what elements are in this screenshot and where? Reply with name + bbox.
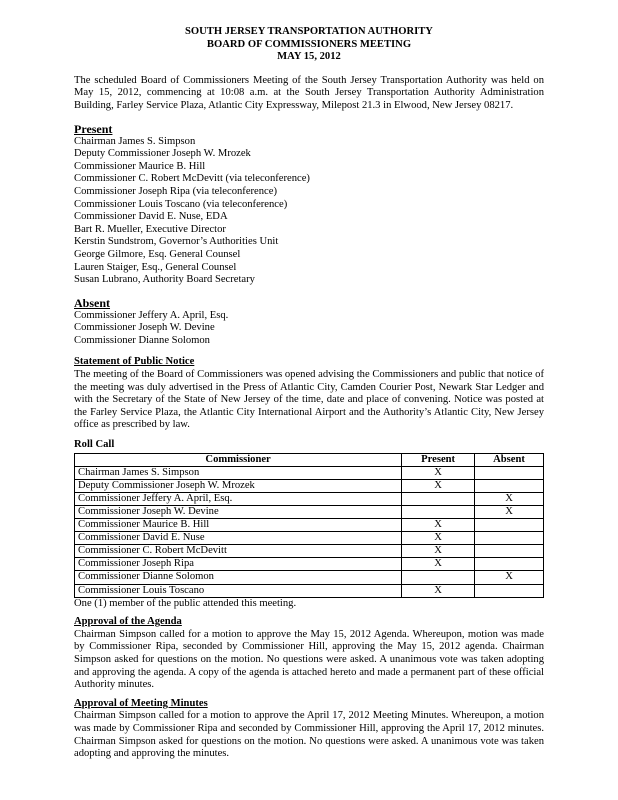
public-notice-heading: Statement of Public Notice	[74, 356, 195, 368]
absent-cell	[475, 479, 544, 492]
present-cell: X	[402, 584, 475, 597]
present-cell: X	[402, 519, 475, 532]
list-item: George Gilmore, Esq. General Counsel	[74, 248, 241, 260]
table-row	[75, 466, 544, 479]
list-item: Lauren Staiger, Esq., General Counsel	[74, 261, 237, 273]
present-heading: Present	[74, 121, 113, 136]
absent-cell	[475, 466, 544, 479]
commissioner-cell: Commissioner Jeffery A. April, Esq.	[75, 492, 402, 505]
present-cell	[402, 506, 475, 519]
absent-cell	[475, 532, 544, 545]
intro-paragraph: The scheduled Board of Commissioners Meeting of the South Jersey Transportation Authority was held on May 15, 2012, commencing at 10:08 a.m. at the South Jersey Transportation Authority Administration Building, Farley Service Plaza, Atlantic City Expressway, Milepost 21.3 in Elwood, New Jersey 08217.	[74, 74, 544, 111]
commissioner-cell: Chairman James S. Simpson	[75, 466, 402, 479]
commissioner-cell: Commissioner Louis Toscano	[75, 584, 402, 597]
minutes-text: Chairman Simpson called for a motion to approve the April 17, 2012 Meeting Minutes. Whereupon, a motion was made by Commissioner Ripa and seconded by Commissioner Hill, approving the April 17, 2012 minutes. Chairman Simpson asked for questions on the motion. No questions were asked. A unanimous vote was taken adopting and approving the minutes.	[74, 710, 544, 760]
absent-cell	[475, 584, 544, 597]
table-row	[75, 479, 544, 492]
list-item: Commissioner Dianne Solomon	[74, 334, 210, 346]
column-header-present: Present	[402, 453, 475, 466]
absent-cell	[475, 519, 544, 532]
absent-heading: Absent	[74, 295, 111, 310]
present-cell: X	[402, 479, 475, 492]
absent-cell	[475, 545, 544, 558]
list-item: Commissioner David E. Nuse, EDA	[74, 211, 228, 223]
commissioner-cell: Commissioner Maurice B. Hill	[75, 519, 402, 532]
present-list	[74, 136, 544, 287]
list-item: Commissioner Joseph Ripa (via teleconference)	[74, 185, 277, 197]
table-row	[75, 506, 544, 519]
table-row	[75, 545, 544, 558]
absent-cell: X	[475, 492, 544, 505]
commissioner-cell: Deputy Commissioner Joseph W. Mrozek	[75, 479, 402, 492]
present-cell	[402, 492, 475, 505]
meeting-date: MAY 15, 2012	[277, 51, 341, 63]
commissioner-cell: Commissioner Dianne Solomon	[75, 571, 402, 584]
minutes-heading: Approval of Meeting Minutes	[74, 697, 208, 709]
commissioner-cell: Commissioner Joseph Ripa	[75, 558, 402, 571]
table-row	[75, 571, 544, 584]
table-row	[75, 558, 544, 571]
table-row	[75, 584, 544, 597]
document-header	[74, 26, 544, 64]
list-item: Commissioner Joseph W. Devine	[74, 322, 215, 334]
public-attendance-note: One (1) member of the public attended this meeting.	[74, 597, 297, 609]
public-notice-text: The meeting of the Board of Commissioners was opened advising the Commissioners and public that notice of the meeting was duly advertised in the Press of Atlantic City, Camden Courier Post, Newark Star Ledger and with the Secretary of the State of New Jersey of the time, date and place of convening. Notice was posted at the Farley Service Plaza, the Atlantic City International Airport and the Authority’s Atlantic City, New Jersey office as prescribed by law.	[74, 369, 544, 431]
commissioner-cell: Commissioner C. Robert McDevitt	[75, 545, 402, 558]
absent-list	[74, 310, 544, 348]
absent-cell: X	[475, 571, 544, 584]
roll-call-table	[74, 453, 544, 598]
agenda-text: Chairman Simpson called for a motion to approve the May 15, 2012 Agenda. Whereupon, motion was made by Commissioner Ripa, seconded by Commissioner Hill, approving the May 15, 2012 agenda. Chairman Simpson asked for questions on the motion. No questions were asked. A unanimous vote was taken adopting and approving the agenda. A copy of the agenda is attached hereto and made a permanent part of these official Authority minutes.	[74, 628, 544, 691]
present-cell	[402, 571, 475, 584]
list-item: Bart R. Mueller, Executive Director	[74, 223, 226, 235]
table-row	[75, 519, 544, 532]
commissioner-cell: Commissioner David E. Nuse	[75, 532, 402, 545]
list-item: Commissioner Jeffery A. April, Esq.	[74, 309, 229, 321]
present-cell: X	[402, 558, 475, 571]
present-cell: X	[402, 545, 475, 558]
present-cell: X	[402, 466, 475, 479]
column-header-commissioner: Commissioner	[75, 453, 402, 466]
column-header-absent: Absent	[475, 453, 544, 466]
present-cell: X	[402, 532, 475, 545]
agenda-heading: Approval of the Agenda	[74, 616, 182, 628]
list-item: Susan Lubrano, Authority Board Secretary	[74, 274, 255, 286]
absent-cell	[475, 558, 544, 571]
roll-call-heading: Roll Call	[74, 439, 115, 451]
absent-cell: X	[475, 506, 544, 519]
meeting-title: BOARD OF COMMISSIONERS MEETING	[206, 38, 412, 50]
list-item: Commissioner Louis Toscano (via teleconference)	[74, 198, 288, 210]
list-item: Commissioner Maurice B. Hill	[74, 160, 206, 172]
list-item: Chairman James S. Simpson	[74, 135, 196, 147]
table-row	[75, 532, 544, 545]
commissioner-cell: Commissioner Joseph W. Devine	[75, 506, 402, 519]
list-item: Commissioner C. Robert McDevitt (via teleconference)	[74, 173, 310, 185]
table-header-row	[75, 453, 544, 466]
list-item: Kerstin Sundstrom, Governor’s Authorities Unit	[74, 236, 279, 248]
authority-name: SOUTH JERSEY TRANSPORTATION AUTHORITY	[185, 26, 433, 37]
table-row	[75, 492, 544, 505]
list-item: Deputy Commissioner Joseph W. Mrozek	[74, 148, 251, 160]
